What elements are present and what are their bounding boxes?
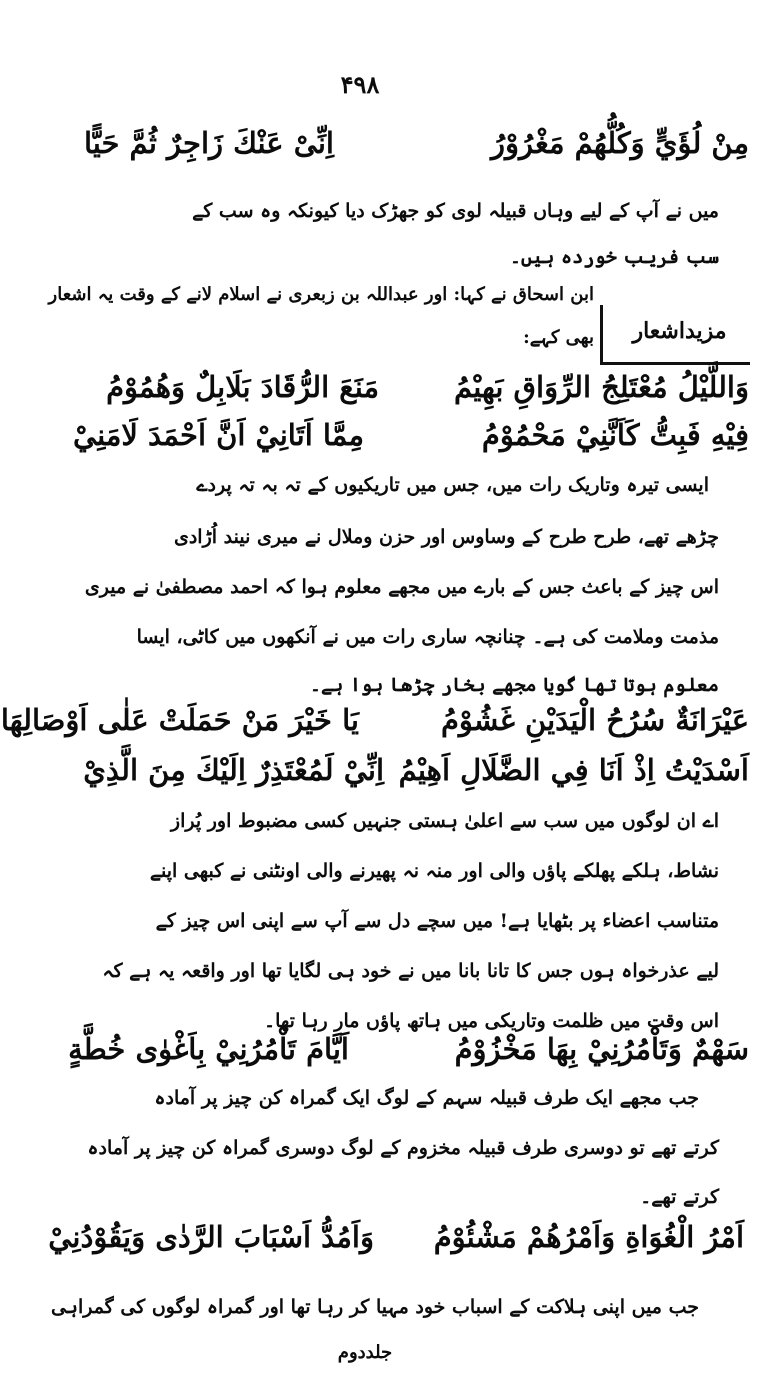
verse-6-first-hemistich: اَيَّامَ تَاْمُرُنِيْ بِاَغْوٰى خُطَّةٍ	[68, 1032, 349, 1066]
urdu-translation-1-line-1: میں نے آپ کے لیے وہاں قبیلہ لوی کو جھڑک دیا کیونکہ وہ سب کے	[192, 200, 719, 222]
urdu-translation-1-line-2: سب فریب خوردہ ہیں۔	[509, 246, 719, 268]
urdu-translation-2-line-4: مذمت وملامت کی ہے۔ چنانچہ ساری رات میں نے آنکھوں میں کاٹی، ایسا	[136, 626, 719, 648]
verse-1-first-hemistich: اِنِّىْ عَنْكَ زَاجِرٌ ثُمَّ حَيًّا	[83, 126, 334, 160]
urdu-translation-4-line-2: کرتے تھے تو دوسری طرف قبیلہ مخزوم کے لوگ دوسری گمراہ کن چیز پر آمادہ	[87, 1137, 719, 1159]
verse-1-second-hemistich: مِنْ لُؤَيٍّ وَكُلُّهُمْ مَغْرُوْرُ	[490, 126, 749, 160]
urdu-translation-3-line-3: متناسب اعضاء پر بٹھایا ہے! میں سچے دل سے آپ سے اپنی اس چیز کے	[155, 910, 719, 932]
page-number: ۴۹۸	[340, 70, 380, 99]
verse-7-second-hemistich: اَمْرُ الْغُوَاةِ وَاَمْرُهُمْ مَشْئُوْمُ	[433, 1220, 744, 1254]
verse-4-first-hemistich: يَا خَيْرَ مَنْ حَمَلَتْ عَلٰى اَوْصَالِهَا	[0, 703, 359, 737]
verse-6-second-hemistich: سَهْمٌ وَتَاْمُرُنِيْ بِهَا مَخْزُوْمُ	[454, 1032, 749, 1066]
verse-3-first-hemistich: مِمَّا اَتَانِيْ اَنَّ اَحْمَدَ لَامَنِيْ	[72, 418, 364, 452]
urdu-translation-3-line-1: اے ان لوگوں میں سب سے اعلیٰ ہستی جنہیں کسی مضبوط اور پُراز	[170, 810, 719, 832]
volume-footer: جلددوم	[337, 1342, 393, 1363]
verse-2-first-hemistich: مَنَعَ الرُّقَادَ بَلَابِلٌ وَهُمُوْمُ	[106, 370, 379, 404]
verse-5-second-hemistich: اَسْدَيْتُ اِذْ اَنَا فِي الضَّلَالِ اَهِيْمُ	[398, 753, 749, 787]
urdu-translation-2-line-2: چڑھے تھے، طرح طرح کے وساوس اور حزن وملال نے میری نیند اُڑادی	[173, 526, 719, 548]
section-title: مزیداشعار	[632, 318, 727, 344]
urdu-translation-4-line-3: کرتے تھے۔	[640, 1186, 719, 1208]
urdu-translation-3-line-4: لیے عذرخواہ ہوں جس کا تانا بانا میں نے خود ہی لگایا تھا اور واقعہ یہ ہے کہ	[102, 960, 719, 982]
verse-5-first-hemistich: اِنِّيْ لَمُعْتَذِرٌ اِلَيْكَ مِنَ الَّذِيْ	[83, 753, 384, 787]
verse-4-second-hemistich: عَيْرَانَةٌ سُرُحُ الْيَدَيْنِ غَشُوْمُ	[440, 703, 749, 737]
intro-line-1: ابن اسحاق نے کہا: اور عبداللہ بن زبعری نے اسلام لانے کے وقت یہ اشعار	[48, 284, 594, 305]
verse-7-first-hemistich: وَاَمُدُّ اَسْبَابَ الرَّدٰى وَيَقُوْدُنِيْ	[48, 1220, 374, 1254]
urdu-translation-3-line-5: اس وقت میں ظلمت وتاریکی میں ہاتھ پاؤں مار رہا تھا۔	[263, 1010, 719, 1032]
urdu-translation-4-line-1: جب مجھے ایک طرف قبیلہ سہم کے لوگ ایک گمراہ کن چیز پر آمادہ	[154, 1087, 699, 1109]
verse-3-second-hemistich: فِيْهِ فَبِتُّ كَاَنَّنِيْ مَحْمُوْمُ	[481, 418, 749, 452]
urdu-translation-2-line-1: ایسی تیرہ وتاریک رات میں، جس میں تاریکیوں کے تہ بہ تہ پردے	[196, 474, 709, 496]
urdu-translation-2-line-3: اس چیز کے باعث جس کے بارے میں مجھے معلوم ہوا کہ احمد مصطفیٰ نے میری	[84, 576, 719, 598]
intro-line-2: بھی کہے:	[523, 327, 594, 348]
urdu-translation-3-line-2: نشاط، ہلکے پھلکے پاؤں والی اور منہ نہ پھیرنے والی اونٹنی نے کبھی اپنے	[149, 860, 719, 882]
urdu-translation-5-line-1: جب میں اپنی ہلاکت کے اسباب خود مہیا کر رہا تھا اور گمراہ لوگوں کی گمراہی	[50, 1296, 699, 1318]
verse-2-second-hemistich: وَاللَّيْلُ مُعْتَلِجُ الرِّوَاقِ بَهِيْمُ	[453, 370, 749, 404]
urdu-translation-2-line-5: معلوم ہوتا تھا گویا مجھے بخار چڑھا ہوا ہے۔	[309, 674, 719, 696]
